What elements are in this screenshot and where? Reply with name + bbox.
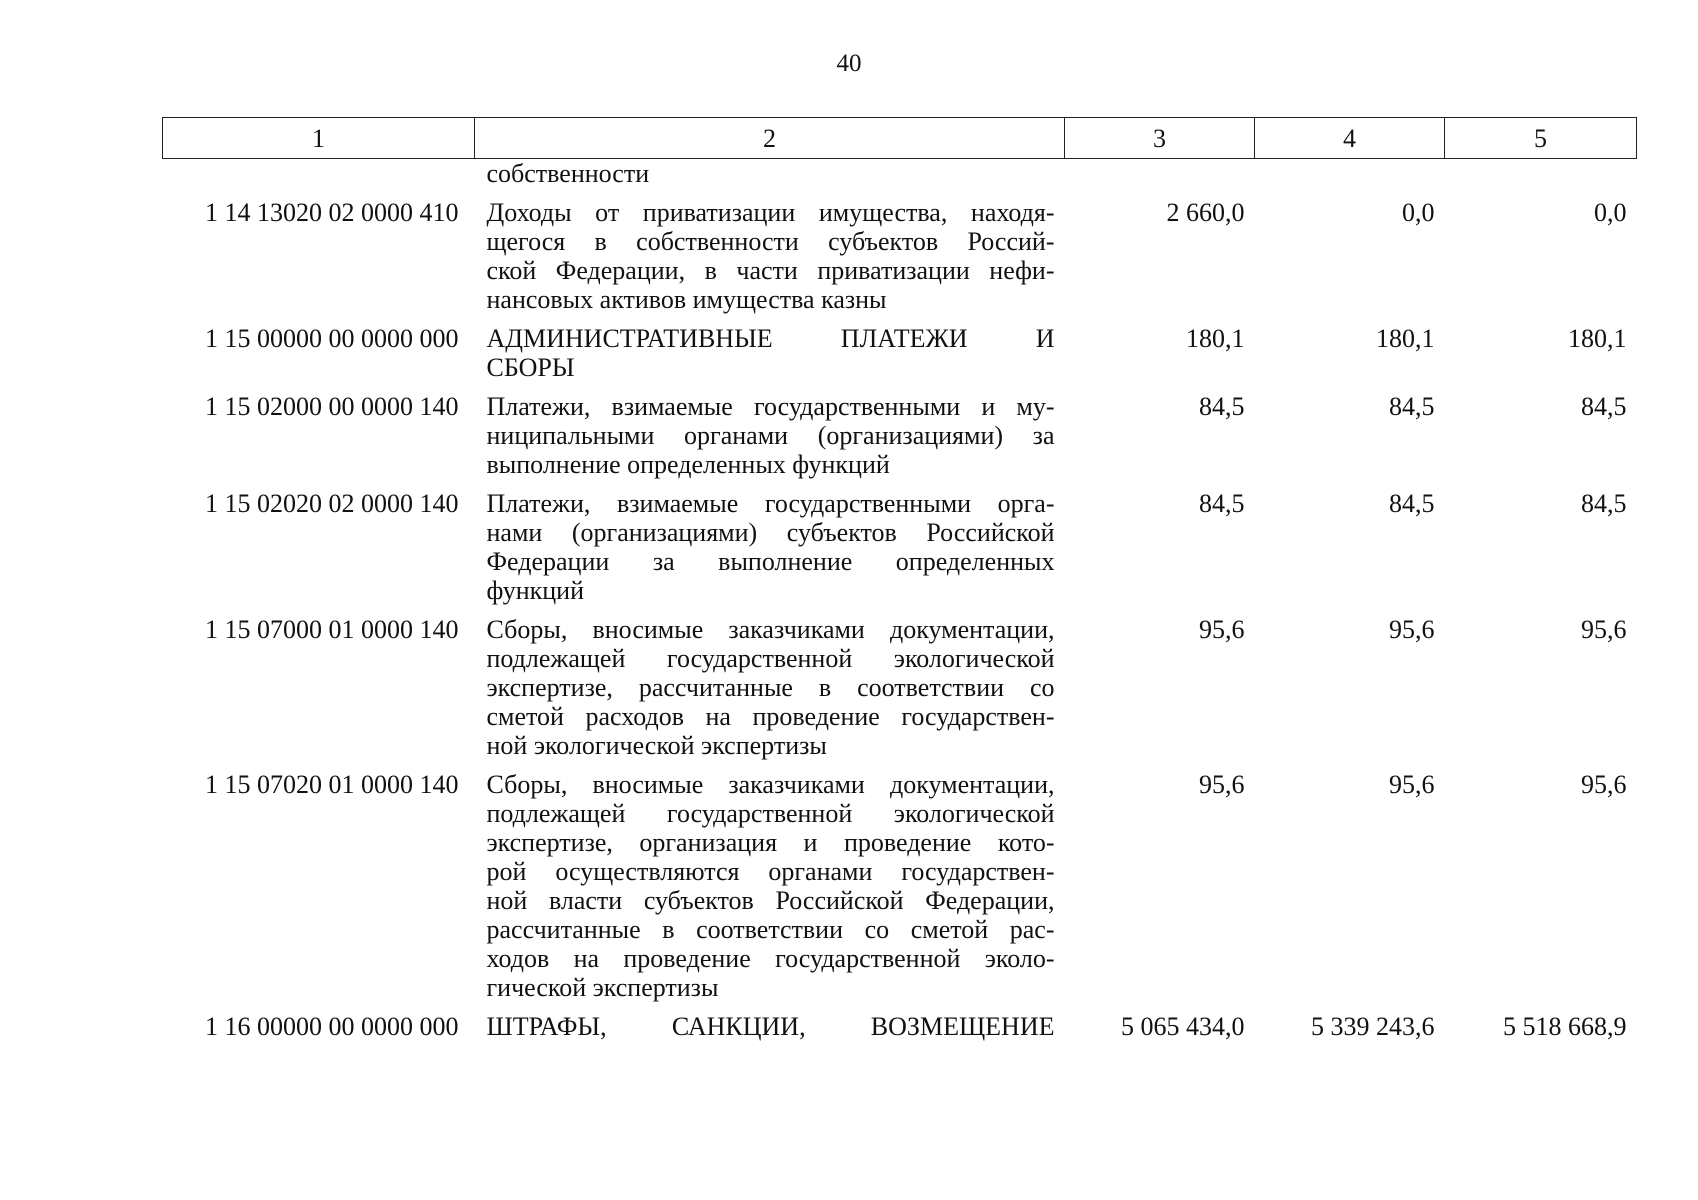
revenue-name-line: рой осуществляются органами государствен- xyxy=(486,857,1055,886)
revenue-name-line: ходов на проведение государственной эколо- xyxy=(486,944,1055,973)
revenue-name-line: щегося в собственности субъектов Россий- xyxy=(486,227,1055,256)
table-row xyxy=(163,760,1637,1002)
revenue-name-line: функций xyxy=(486,576,584,605)
revenue-name-line: АДМИНИСТРАТИВНЫЕ ПЛАТЕЖИ И xyxy=(486,324,1055,353)
revenue-name-line: нансовых активов имущества казны xyxy=(486,285,887,314)
revenue-name xyxy=(475,314,1065,382)
amount-column-3: 84,5 xyxy=(1199,392,1245,421)
table-row xyxy=(163,605,1637,760)
revenue-name-line: Платежи, взимаемые государственными орга- xyxy=(486,489,1055,518)
column-header-3: 3 xyxy=(1065,118,1255,159)
amount-column-4: 0,0 xyxy=(1402,198,1435,227)
page-number: 40 xyxy=(836,50,862,77)
revenue-name-line: подлежащей государственной экологической xyxy=(486,799,1055,828)
revenue-name xyxy=(475,188,1065,314)
revenue-name xyxy=(475,382,1065,479)
column-header-5: 5 xyxy=(1445,118,1637,159)
revenue-name xyxy=(475,479,1065,605)
column-header-2: 2 xyxy=(475,118,1065,159)
revenue-name-line: ной экологической экспертизы xyxy=(486,731,827,760)
revenue-code: 1 16 00000 00 0000 000 xyxy=(205,1012,459,1041)
column-header-4: 4 xyxy=(1255,118,1445,159)
revenue-code: 1 15 07020 01 0000 140 xyxy=(205,770,459,799)
revenue-name-line: Платежи, взимаемые государственными и му- xyxy=(486,392,1055,421)
revenue-name xyxy=(475,760,1065,1002)
table-row xyxy=(163,188,1637,314)
revenue-code: 1 14 13020 02 0000 410 xyxy=(205,198,459,227)
revenue-name-line: подлежащей государственной экологической xyxy=(486,644,1055,673)
budget-revenue-table xyxy=(162,117,1637,1041)
revenue-code: 1 15 00000 00 0000 000 xyxy=(205,324,459,353)
amount-column-4: 84,5 xyxy=(1389,489,1435,518)
continuation-text: собственности xyxy=(486,159,650,188)
amount-column-4: 95,6 xyxy=(1389,770,1435,799)
revenue-name-line: нами (организациями) субъектов Российской xyxy=(486,518,1055,547)
table-header-row xyxy=(163,118,1637,159)
amount-column-3: 84,5 xyxy=(1199,489,1245,518)
amount-column-5: 5 518 668,9 xyxy=(1503,1012,1627,1041)
column-header-1: 1 xyxy=(163,118,475,159)
table-row xyxy=(163,382,1637,479)
revenue-name-line: ШТРАФЫ, САНКЦИИ, ВОЗМЕЩЕНИЕ xyxy=(486,1012,1055,1041)
amount-column-4: 95,6 xyxy=(1389,615,1435,644)
amount-column-4: 84,5 xyxy=(1389,392,1435,421)
table-row xyxy=(163,314,1637,382)
revenue-name xyxy=(475,605,1065,760)
continuation-row xyxy=(163,159,1637,189)
revenue-name-line: Сборы, вносимые заказчиками документации, xyxy=(486,615,1055,644)
revenue-code: 1 15 02000 00 0000 140 xyxy=(205,392,459,421)
amount-column-3: 95,6 xyxy=(1199,770,1245,799)
amount-column-5: 84,5 xyxy=(1581,489,1627,518)
revenue-name-line: Сборы, вносимые заказчиками документации, xyxy=(486,770,1055,799)
revenue-name-line: ной власти субъектов Российской Федерации, xyxy=(486,886,1055,915)
revenue-code: 1 15 02020 02 0000 140 xyxy=(205,489,459,518)
revenue-name-line: ской Федерации, в части приватизации нефи- xyxy=(486,256,1055,285)
revenue-name-line: ниципальными органами (организациями) за xyxy=(486,421,1055,450)
amount-column-3: 5 065 434,0 xyxy=(1121,1012,1245,1041)
amount-column-4: 180,1 xyxy=(1376,324,1435,353)
amount-column-5: 95,6 xyxy=(1581,615,1627,644)
amount-column-3: 2 660,0 xyxy=(1166,198,1245,227)
revenue-name-line: Федерации за выполнение определенных xyxy=(486,547,1055,576)
revenue-name-line: выполнение определенных функций xyxy=(486,450,890,479)
table-row xyxy=(163,1002,1637,1041)
amount-column-5: 180,1 xyxy=(1568,324,1627,353)
revenue-name-line: экспертизе, организация и проведение кото- xyxy=(486,828,1055,857)
table-body xyxy=(163,159,1637,1042)
revenue-name-line: экспертизе, рассчитанные в соответствии со xyxy=(486,673,1055,702)
revenue-name-line: гической экспертизы xyxy=(486,973,719,1002)
continuation-code-cell xyxy=(163,159,475,189)
amount-column-3: 95,6 xyxy=(1199,615,1245,644)
amount-column-4: 5 339 243,6 xyxy=(1311,1012,1435,1041)
amount-column-5: 95,6 xyxy=(1581,770,1627,799)
revenue-name-line: СБОРЫ xyxy=(486,353,575,382)
revenue-code: 1 15 07000 01 0000 140 xyxy=(205,615,459,644)
amount-column-5: 84,5 xyxy=(1581,392,1627,421)
amount-column-5: 0,0 xyxy=(1594,198,1627,227)
table-row xyxy=(163,479,1637,605)
revenue-name-line: Доходы от приватизации имущества, находя- xyxy=(486,198,1055,227)
revenue-name-line: рассчитанные в соответствии со сметой рас- xyxy=(486,915,1055,944)
revenue-name xyxy=(475,1002,1065,1041)
amount-column-3: 180,1 xyxy=(1186,324,1245,353)
revenue-name-line: сметой расходов на проведение государствен- xyxy=(486,702,1055,731)
